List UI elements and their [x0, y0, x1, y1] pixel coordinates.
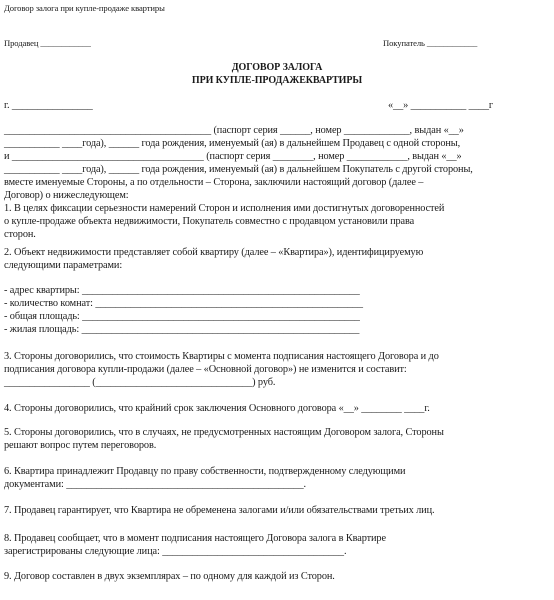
date-line: «__» ___________ ____г — [388, 100, 493, 111]
clause-line: 3. Стороны договорились, что стоимость Квартиры с момента подписания настоящего Договора и до — [4, 351, 439, 362]
clause-9: 9. Договор составлен в двух экземплярах – по одному для каждой из Сторон. — [4, 571, 335, 582]
preamble-line: ___________ ____года), ______ года рождения, именуемый (ая) в дальнейшем Продавец с одной стороны, — [4, 138, 461, 149]
preamble-line: вместе именуемые Стороны, а по отдельности – Сторона, заключили настоящий договор (далее – — [4, 177, 424, 188]
parameter-living-area: - жилая площадь: _______________________________________________________ — [4, 324, 360, 335]
clause-line: зарегистрированы следующие лица: ____________________________________. — [4, 546, 347, 557]
preamble-line: Договор) о нижеследующем: — [4, 190, 129, 201]
parameter-total-area: - общая площадь: _______________________________________________________ — [4, 311, 360, 322]
header-caption: Договор залога при купле-продаже квартиры — [4, 3, 165, 13]
preamble-line: _________________________________________ (паспорт серия ______, номер _____________, выдан «__» — [4, 125, 464, 136]
clause-line: _________________ (_______________________________) руб. — [4, 377, 276, 388]
city-line: г. ________________ — [4, 100, 93, 111]
parameter-address: - адрес квартиры: _______________________________________________________ — [4, 285, 360, 296]
clause-line: решают вопрос путем переговоров. — [4, 440, 157, 451]
preamble-line: и ______________________________________ (паспорт серия ________, номер ____________, выдан «__» — [4, 151, 462, 162]
title-line-2: ПРИ КУПЛЕ-ПРОДАЖЕКВАРТИРЫ — [191, 75, 363, 86]
clause-line: 8. Продавец сообщает, что в момент подписания настоящего Договора залога в Квартире — [4, 533, 386, 544]
seller-label: Продавец ____________ — [4, 38, 91, 48]
buyer-label: Покупатель ____________ — [383, 38, 478, 48]
clause-line: 1. В целях фиксации серьезности намерений Сторон и исполнения ими достигнутых договоренностей — [4, 203, 445, 214]
clause-line: 2. Объект недвижимости представляет собой квартиру (далее – «Квартира»), идентифицируемую — [4, 247, 424, 258]
clause-line: подписания договора купли-продажи (далее – «Основной договор») не изменится и составит: — [4, 364, 407, 375]
parameter-rooms: - количество комнат: _____________________________________________________ — [4, 298, 363, 309]
clause-line: о купле-продаже объекта недвижимости, Покупатель совместно с продавцом установили права — [4, 216, 415, 227]
clause-line: 6. Квартира принадлежит Продавцу по праву собственности, подтвержденному следующими — [4, 466, 406, 477]
clause-line: 5. Стороны договорились, что в случаях, не предусмотренных настоящим Договором залога, Стороны — [4, 427, 444, 438]
title-line-1: ДОГОВОР ЗАЛОГА — [231, 62, 323, 73]
clause-line: сторон. — [4, 229, 36, 240]
clause-line: документами: _______________________________________________. — [4, 479, 306, 490]
preamble-line: ___________ ____года), ______ года рождения, именуемый (ая) в дальнейшем Покупатель с другой стороны, — [4, 164, 473, 175]
clause-4: 4. Стороны договорились, что крайний срок заключения Основного договора «__» ________ ____г. — [4, 403, 430, 414]
clause-line: следующими параметрами: — [4, 260, 123, 271]
clause-7: 7. Продавец гарантирует, что Квартира не обременена залогами и/или обязательствами третьих лиц. — [4, 505, 435, 516]
